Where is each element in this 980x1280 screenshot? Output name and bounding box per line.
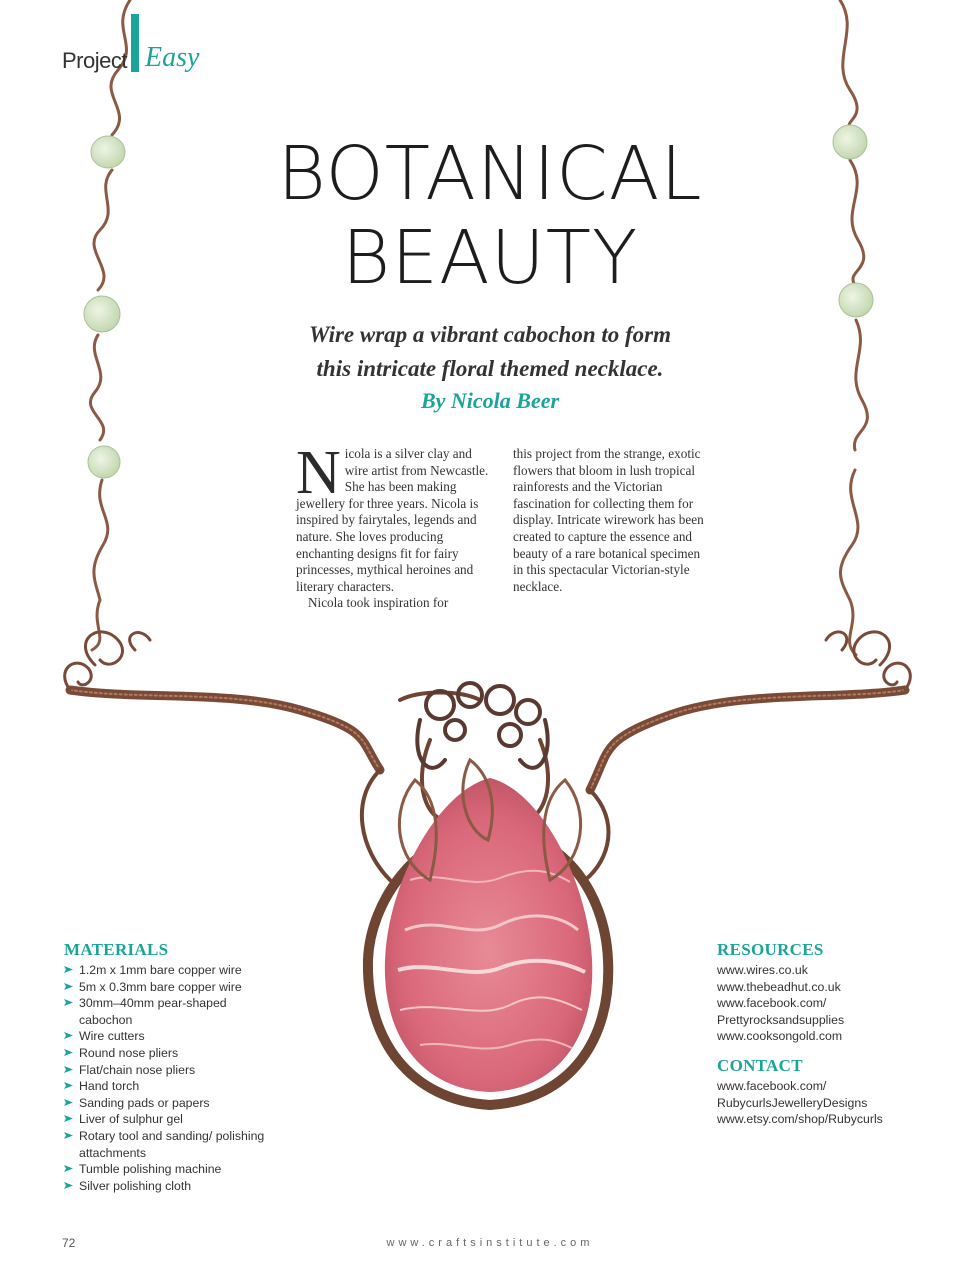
- bullet-arrow-icon: [64, 1182, 73, 1189]
- floral-curls: [417, 683, 547, 768]
- title-line-1: BOTANICAL: [277, 131, 703, 217]
- page-number: 72: [62, 1236, 76, 1250]
- resource-link[interactable]: www.facebook.com/: [717, 996, 827, 1011]
- intro-text-1b: Nicola took inspiration for: [308, 595, 449, 611]
- contact-link[interactable]: RubycurlsJewelleryDesigns: [717, 1095, 868, 1110]
- list-item: Round nose pliers: [64, 1045, 274, 1062]
- materials-list: [64, 962, 274, 1194]
- bullet-arrow-icon: [64, 1082, 73, 1089]
- resource-link[interactable]: www.thebeadhut.co.uk: [717, 979, 841, 994]
- list-item: Hand torch: [64, 1078, 274, 1095]
- intro-text-2: this project from the strange, exotic flowers that bloom in lush tropical rainforests and the Victorian fascination for collecting them for display. Intricate wirework has been created to capture the essence and beauty of a rare botanical specimen in this spectacular Victorian-style necklace.: [513, 446, 704, 594]
- bullet-arrow-icon: [64, 1132, 73, 1139]
- bullet-arrow-icon: [64, 966, 73, 973]
- bullet-arrow-icon: [64, 1099, 73, 1106]
- bullet-arrow-icon: [64, 1032, 73, 1039]
- list-item: Liver of sulphur gel: [64, 1111, 274, 1128]
- bullet-arrow-icon: [64, 999, 73, 1006]
- resources-heading: RESOURCES: [717, 940, 824, 959]
- article-title: [0, 132, 980, 300]
- contact-link[interactable]: www.facebook.com/: [717, 1079, 827, 1093]
- bullet-arrow-icon: [64, 1049, 73, 1056]
- resource-link[interactable]: www.wires.co.uk: [717, 963, 808, 977]
- accent-bar: [131, 14, 139, 72]
- bullet-arrow-icon: [64, 983, 73, 990]
- bullet-arrow-icon: [64, 1165, 73, 1172]
- contact-link[interactable]: www.etsy.com/shop/Rubycurls: [717, 1112, 883, 1127]
- list-item: Silver polishing cloth: [64, 1178, 274, 1195]
- intro-text-1: icola is a silver clay and wire artist from Newcastle. She has been making jewellery for three years. Nicola is inspired by fairytales, legends and nature. She loves producing enchanting designs fit for fairy princesses, mythical heroines and literary characters.: [296, 446, 489, 594]
- left-arm: [65, 632, 380, 770]
- list-item: 1.2m x 1mm bare copper wire: [64, 962, 274, 979]
- resource-link[interactable]: Prettyrocksandsupplies: [717, 1012, 845, 1027]
- intro-column-1: [296, 439, 496, 612]
- article-subtitle: [0, 318, 980, 386]
- list-item: 5m x 0.3mm bare copper wire: [64, 979, 274, 996]
- contact-box: [717, 1056, 947, 1128]
- title-line-2: BEAUTY: [341, 215, 639, 301]
- list-item: 30mm–40mm pear-shaped cabochon: [64, 995, 274, 1028]
- subtitle-line-1: Wire wrap a vibrant cabochon to form: [308, 322, 672, 347]
- pendant-stone: [385, 778, 592, 1092]
- bullet-arrow-icon: [64, 1115, 73, 1122]
- list-item: Sanding pads or papers: [64, 1095, 274, 1112]
- subtitle-line-2: this intricate floral themed necklace.: [316, 356, 664, 381]
- right-arm: [590, 632, 910, 790]
- intro-column-2: [513, 446, 713, 595]
- footer-url[interactable]: www.craftsinstitute.com: [386, 1237, 594, 1249]
- drop-cap: N: [296, 439, 341, 507]
- resource-link[interactable]: www.cooksongold.com: [717, 1029, 843, 1044]
- list-item: Flat/chain nose pliers: [64, 1062, 274, 1079]
- difficulty-label: Easy: [144, 42, 200, 73]
- bullet-arrow-icon: [64, 1066, 73, 1073]
- list-item: Rotary tool and sanding/ polishing attachments: [64, 1128, 274, 1161]
- project-level-tag: [62, 38, 199, 72]
- contact-heading: CONTACT: [717, 1056, 803, 1075]
- list-item: Tumble polishing machine: [64, 1161, 274, 1178]
- resources-box: [717, 940, 947, 1045]
- materials-heading: MATERIALS: [64, 940, 169, 959]
- section-label: Project: [62, 48, 127, 73]
- materials-box: [64, 940, 274, 1194]
- list-item: Wire cutters: [64, 1028, 274, 1045]
- author-byline: By Nicola Beer: [420, 388, 560, 413]
